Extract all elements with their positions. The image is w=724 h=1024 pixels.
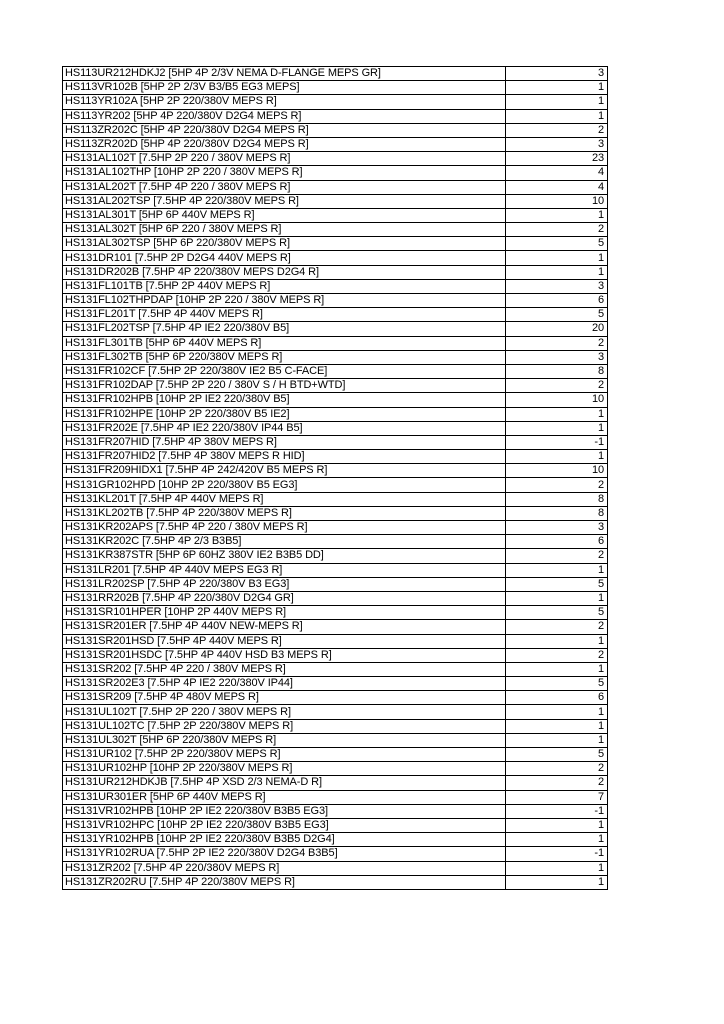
- motor-description-cell: HS113ZR202D [5HP 4P 220/380V D2G4 MEPS R]: [63, 137, 506, 151]
- motor-description-cell: HS131AL302TSP [5HP 6P 220/380V MEPS R]: [63, 237, 506, 251]
- quantity-cell: 1: [506, 705, 608, 719]
- quantity-cell: 3: [506, 279, 608, 293]
- motor-description-cell: HS131SR201HSD [7.5HP 4P 440V MEPS R]: [63, 634, 506, 648]
- motor-description-cell: HS131UL102TC [7.5HP 2P 220/380V MEPS R]: [63, 719, 506, 733]
- motor-description-cell: HS131SR201ER [7.5HP 4P 440V NEW-MEPS R]: [63, 620, 506, 634]
- table-row: [63, 790, 608, 804]
- table-row: [63, 719, 608, 733]
- quantity-cell: 1: [506, 208, 608, 222]
- motor-description-cell: HS131KL201T [7.5HP 4P 440V MEPS R]: [63, 492, 506, 506]
- table-row: [63, 407, 608, 421]
- table-row: [63, 875, 608, 889]
- motor-description-cell: HS131FL302TB [5HP 6P 220/380V MEPS R]: [63, 350, 506, 364]
- quantity-cell: 1: [506, 719, 608, 733]
- quantity-cell: 2: [506, 223, 608, 237]
- quantity-cell: 1: [506, 563, 608, 577]
- quantity-cell: 1: [506, 875, 608, 889]
- table-row: [63, 81, 608, 95]
- motor-description-cell: HS131FL201T [7.5HP 4P 440V MEPS R]: [63, 308, 506, 322]
- table-row: [63, 180, 608, 194]
- motor-description-cell: HS131UR102 [7.5HP 2P 220/380V MEPS R]: [63, 748, 506, 762]
- quantity-cell: 1: [506, 407, 608, 421]
- quantity-cell: 1: [506, 861, 608, 875]
- quantity-cell: 5: [506, 606, 608, 620]
- quantity-cell: 1: [506, 81, 608, 95]
- quantity-cell: 2: [506, 478, 608, 492]
- table-row: [63, 506, 608, 520]
- quantity-cell: 20: [506, 322, 608, 336]
- table-row: [63, 379, 608, 393]
- quantity-cell: 10: [506, 393, 608, 407]
- motor-description-cell: HS131AL102T [7.5HP 2P 220 / 380V MEPS R]: [63, 152, 506, 166]
- table-row: [63, 705, 608, 719]
- motor-description-cell: HS131KL202TB [7.5HP 4P 220/380V MEPS R]: [63, 506, 506, 520]
- motor-description-cell: HS113ZR202C [5HP 4P 220/380V D2G4 MEPS R]: [63, 123, 506, 137]
- quantity-cell: 6: [506, 535, 608, 549]
- table-row: [63, 67, 608, 81]
- motor-description-cell: HS131FR102DAP [7.5HP 2P 220 / 380V S / H BTD+WTD]: [63, 379, 506, 393]
- quantity-cell: 23: [506, 152, 608, 166]
- table-row: [63, 95, 608, 109]
- quantity-cell: 2: [506, 123, 608, 137]
- table-row: [63, 223, 608, 237]
- quantity-cell: 5: [506, 677, 608, 691]
- table-row: [63, 492, 608, 506]
- quantity-cell: 1: [506, 109, 608, 123]
- quantity-cell: 8: [506, 492, 608, 506]
- motor-description-cell: HS131UR212HDKJB [7.5HP 4P XSD 2/3 NEMA-D R]: [63, 776, 506, 790]
- motor-description-cell: HS131FL202TSP [7.5HP 4P IE2 220/380V B5]: [63, 322, 506, 336]
- motor-description-cell: HS131AL301T [5HP 6P 440V MEPS R]: [63, 208, 506, 222]
- motor-description-cell: HS131SR202 [7.5HP 4P 220 / 380V MEPS R]: [63, 662, 506, 676]
- quantity-cell: 1: [506, 265, 608, 279]
- table-row: [63, 776, 608, 790]
- quantity-cell: 5: [506, 577, 608, 591]
- table-row: [63, 308, 608, 322]
- table-row: [63, 123, 608, 137]
- table-row: [63, 804, 608, 818]
- motor-description-cell: HS131UR301ER [5HP 6P 440V MEPS R]: [63, 790, 506, 804]
- motor-description-cell: HS131FR209HIDX1 [7.5HP 4P 242/420V B5 MEPS R]: [63, 464, 506, 478]
- table-row: [63, 648, 608, 662]
- quantity-cell: 2: [506, 648, 608, 662]
- quantity-cell: 2: [506, 776, 608, 790]
- quantity-cell: 2: [506, 336, 608, 350]
- quantity-cell: 1: [506, 251, 608, 265]
- quantity-cell: 5: [506, 308, 608, 322]
- quantity-cell: 2: [506, 379, 608, 393]
- motor-description-cell: HS131AL302T [5HP 6P 220 / 380V MEPS R]: [63, 223, 506, 237]
- motor-description-cell: HS131ZR202RU [7.5HP 4P 220/380V MEPS R]: [63, 875, 506, 889]
- table-row: [63, 364, 608, 378]
- quantity-cell: 4: [506, 166, 608, 180]
- table-row: [63, 421, 608, 435]
- motor-description-cell: HS113VR102B [5HP 2P 2/3V B3/B5 EG3 MEPS]: [63, 81, 506, 95]
- motor-description-cell: HS131RR202B [7.5HP 4P 220/380V D2G4 GR]: [63, 591, 506, 605]
- table-row: [63, 350, 608, 364]
- table-row: [63, 336, 608, 350]
- table-row: [63, 662, 608, 676]
- quantity-cell: 3: [506, 67, 608, 81]
- table-row: [63, 606, 608, 620]
- motor-description-cell: HS131SR101HPER [10HP 2P 440V MEPS R]: [63, 606, 506, 620]
- table-row: [63, 194, 608, 208]
- motor-description-cell: HS131FL102THPDAP [10HP 2P 220 / 380V MEPS R]: [63, 294, 506, 308]
- quantity-cell: 3: [506, 137, 608, 151]
- motor-description-cell: HS131SR202E3 [7.5HP 4P IE2 220/380V IP44]: [63, 677, 506, 691]
- motor-description-cell: HS131AL202T [7.5HP 4P 220 / 380V MEPS R]: [63, 180, 506, 194]
- inventory-table-body: [63, 67, 608, 890]
- motor-description-cell: HS131GR102HPD [10HP 2P 220/380V B5 EG3]: [63, 478, 506, 492]
- motor-description-cell: HS131DR202B [7.5HP 4P 220/380V MEPS D2G4 R]: [63, 265, 506, 279]
- motor-description-cell: HS131FL101TB [7.5HP 2P 440V MEPS R]: [63, 279, 506, 293]
- quantity-cell: 5: [506, 748, 608, 762]
- quantity-cell: 1: [506, 591, 608, 605]
- table-row: [63, 294, 608, 308]
- motor-description-cell: HS131KR387STR [5HP 6P 60HZ 380V IE2 B3B5 DD]: [63, 549, 506, 563]
- motor-description-cell: HS131FL301TB [5HP 6P 440V MEPS R]: [63, 336, 506, 350]
- motor-description-cell: HS131LR201 [7.5HP 4P 440V MEPS EG3 R]: [63, 563, 506, 577]
- table-row: [63, 464, 608, 478]
- motor-description-cell: HS113YR202 [5HP 4P 220/380V D2G4 MEPS R]: [63, 109, 506, 123]
- table-row: [63, 137, 608, 151]
- quantity-cell: 5: [506, 237, 608, 251]
- quantity-cell: 1: [506, 95, 608, 109]
- quantity-cell: 1: [506, 634, 608, 648]
- quantity-cell: -1: [506, 435, 608, 449]
- motor-description-cell: HS131YR102HPB [10HP 2P IE2 220/380V B3B5 D2G4]: [63, 833, 506, 847]
- motor-description-cell: HS131UL102T [7.5HP 2P 220 / 380V MEPS R]: [63, 705, 506, 719]
- table-row: [63, 237, 608, 251]
- quantity-cell: 4: [506, 180, 608, 194]
- table-row: [63, 833, 608, 847]
- quantity-cell: 1: [506, 421, 608, 435]
- motor-description-cell: HS131FR207HID [7.5HP 4P 380V MEPS R]: [63, 435, 506, 449]
- table-row: [63, 733, 608, 747]
- quantity-cell: 1: [506, 818, 608, 832]
- motor-description-cell: HS131SR209 [7.5HP 4P 480V MEPS R]: [63, 691, 506, 705]
- quantity-cell: 1: [506, 450, 608, 464]
- quantity-cell: 7: [506, 790, 608, 804]
- table-row: [63, 677, 608, 691]
- motor-description-cell: HS131VR102HPC [10HP 2P IE2 220/380V B3B5 EG3]: [63, 818, 506, 832]
- quantity-cell: 2: [506, 620, 608, 634]
- motor-description-cell: HS131UL302T [5HP 6P 220/380V MEPS R]: [63, 733, 506, 747]
- table-row: [63, 279, 608, 293]
- inventory-sheet: [62, 66, 608, 890]
- motor-description-cell: HS131LR202SP [7.5HP 4P 220/380V B3 EG3]: [63, 577, 506, 591]
- quantity-cell: 6: [506, 294, 608, 308]
- quantity-cell: -1: [506, 847, 608, 861]
- motor-description-cell: HS131VR102HPB [10HP 2P IE2 220/380V B3B5 EG3]: [63, 804, 506, 818]
- table-row: [63, 208, 608, 222]
- table-row: [63, 478, 608, 492]
- quantity-cell: 2: [506, 549, 608, 563]
- quantity-cell: 3: [506, 350, 608, 364]
- quantity-cell: 6: [506, 691, 608, 705]
- motor-description-cell: HS131KR202C [7.5HP 4P 2/3 B3B5]: [63, 535, 506, 549]
- motor-description-cell: HS131SR201HSDC [7.5HP 4P 440V HSD B3 MEPS R]: [63, 648, 506, 662]
- motor-description-cell: HS131FR202E [7.5HP 4P IE2 220/380V IP44 B5]: [63, 421, 506, 435]
- quantity-cell: 1: [506, 662, 608, 676]
- table-row: [63, 762, 608, 776]
- motor-description-cell: HS131FR207HID2 [7.5HP 4P 380V MEPS R HID]: [63, 450, 506, 464]
- table-row: [63, 450, 608, 464]
- motor-description-cell: HS131AL102THP [10HP 2P 220 / 380V MEPS R]: [63, 166, 506, 180]
- table-row: [63, 265, 608, 279]
- table-row: [63, 152, 608, 166]
- motor-description-cell: HS131DR101 [7.5HP 2P D2G4 440V MEPS R]: [63, 251, 506, 265]
- table-row: [63, 691, 608, 705]
- table-row: [63, 818, 608, 832]
- table-row: [63, 591, 608, 605]
- motor-description-cell: HS131FR102HPE [10HP 2P 220/380V B5 IE2]: [63, 407, 506, 421]
- quantity-cell: 2: [506, 762, 608, 776]
- table-row: [63, 521, 608, 535]
- table-row: [63, 549, 608, 563]
- quantity-cell: 8: [506, 506, 608, 520]
- table-row: [63, 620, 608, 634]
- motor-description-cell: HS131KR202APS [7.5HP 4P 220 / 380V MEPS R]: [63, 521, 506, 535]
- quantity-cell: 3: [506, 521, 608, 535]
- table-row: [63, 393, 608, 407]
- table-row: [63, 861, 608, 875]
- table-row: [63, 563, 608, 577]
- table-row: [63, 109, 608, 123]
- table-row: [63, 634, 608, 648]
- quantity-cell: 1: [506, 833, 608, 847]
- table-row: [63, 535, 608, 549]
- quantity-cell: 10: [506, 464, 608, 478]
- table-row: [63, 166, 608, 180]
- table-row: [63, 748, 608, 762]
- quantity-cell: 8: [506, 364, 608, 378]
- quantity-cell: -1: [506, 804, 608, 818]
- table-row: [63, 435, 608, 449]
- motor-description-cell: HS113UR212HDKJ2 [5HP 4P 2/3V NEMA D-FLANGE MEPS GR]: [63, 67, 506, 81]
- quantity-cell: 1: [506, 733, 608, 747]
- quantity-cell: 10: [506, 194, 608, 208]
- table-row: [63, 251, 608, 265]
- motor-description-cell: HS131YR102RUA [7.5HP 2P IE2 220/380V D2G4 B3B5]: [63, 847, 506, 861]
- motor-description-cell: HS131AL202TSP [7.5HP 4P 220/380V MEPS R]: [63, 194, 506, 208]
- table-row: [63, 322, 608, 336]
- motor-description-cell: HS131FR102CF [7.5HP 2P 220/380V IE2 B5 C-FACE]: [63, 364, 506, 378]
- table-row: [63, 577, 608, 591]
- motor-description-cell: HS131UR102HP [10HP 2P 220/380V MEPS R]: [63, 762, 506, 776]
- motor-description-cell: HS131FR102HPB [10HP 2P IE2 220/380V B5]: [63, 393, 506, 407]
- inventory-table: [62, 66, 608, 890]
- motor-description-cell: HS113YR102A [5HP 2P 220/380V MEPS R]: [63, 95, 506, 109]
- table-row: [63, 847, 608, 861]
- motor-description-cell: HS131ZR202 [7.5HP 4P 220/380V MEPS R]: [63, 861, 506, 875]
